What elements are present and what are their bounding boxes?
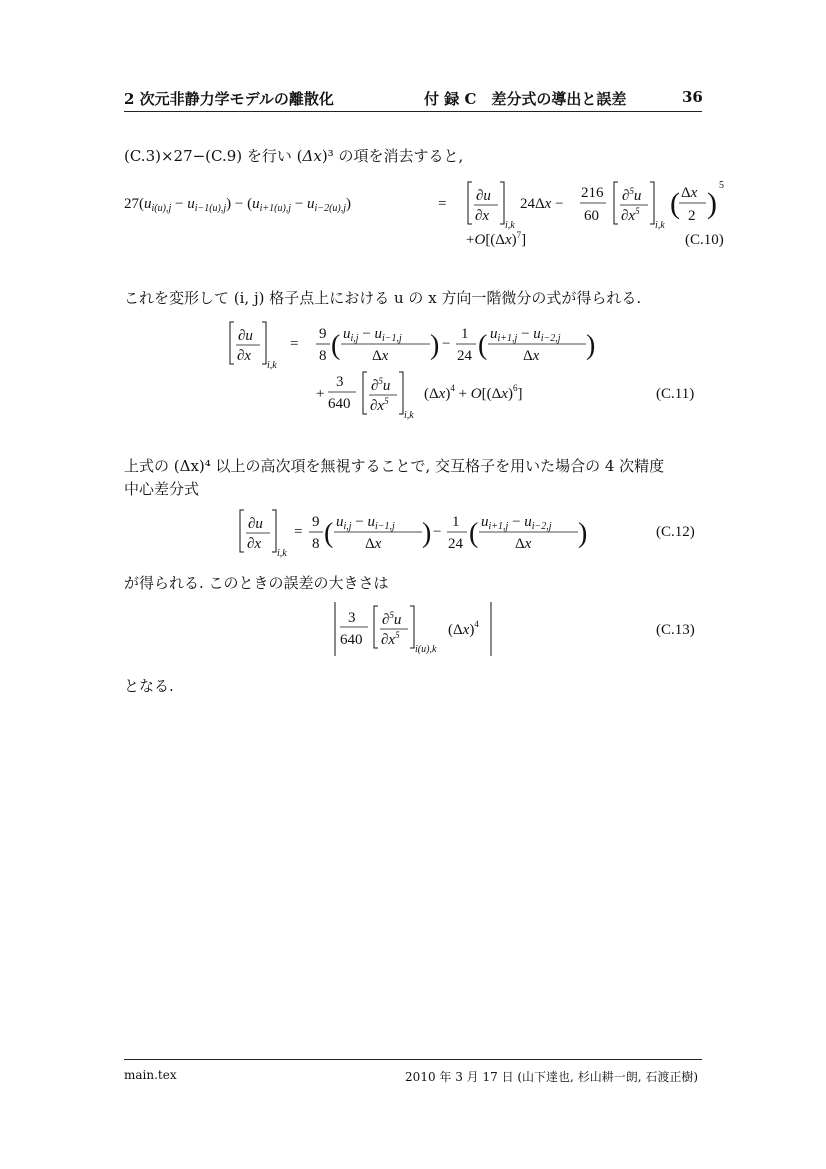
svg-text:Δx: Δx <box>365 536 382 552</box>
svg-text:−: − <box>442 336 451 352</box>
svg-text:ui,j − ui−1,j: $u_{i,j} - u_{i-1,j}$ <box>343 326 402 344</box>
svg-text:(C.11): (C.11) <box>656 386 695 402</box>
svg-text:i,k: i,k <box>277 548 287 559</box>
svg-text:1: 1 <box>461 326 469 342</box>
svg-text:): ) <box>430 330 440 361</box>
svg-text:8: 8 <box>312 536 320 552</box>
footer-date-authors: 2010 年 3 月 17 日 (山下達也, 杉山耕一朗, 石渡正樹) <box>405 1070 698 1084</box>
svg-text:=: = <box>438 196 447 212</box>
paragraph-conclusion: となる. <box>124 677 174 695</box>
svg-text:i,k: i,k <box>655 220 665 231</box>
running-header-appendix: 付 録 C 差分式の導出と誤差 <box>424 90 627 108</box>
svg-text:(Δx)4: $(\Delta x)^4$ <box>448 619 479 638</box>
svg-text:∂u: ∂u <box>248 516 263 532</box>
svg-text:): ) <box>586 330 596 361</box>
svg-text:5: 5 <box>719 180 724 191</box>
paragraph-derivation: これを変形して (i, j) 格子点上における u の x 方向一階微分の式が得られる. <box>124 289 642 307</box>
svg-text:(C.13): (C.13) <box>656 622 695 638</box>
svg-text:∂x5: $\partial x^5$ <box>370 396 389 414</box>
running-header-section: 2 次元非静力学モデルの離散化 <box>124 90 334 108</box>
paragraph-error-size: が得られる. このときの誤差の大きさは <box>124 574 389 592</box>
svg-text:∂x5: $\partial x^5$ <box>381 630 400 648</box>
header-rule <box>124 111 702 112</box>
svg-text:=: = <box>290 336 299 352</box>
svg-text:(: ( <box>478 330 488 361</box>
svg-text:∂x: ∂x <box>247 536 262 552</box>
footer-filename: main.tex <box>124 1068 177 1082</box>
svg-text:3: 3 <box>348 610 356 626</box>
svg-text:27(ui(u),j − ui−1(u),j) − (ui+: $27(u_{i(u),j} - u_{i-1(u),j}) - (u_{i+1(u),j} - u_{i-2(u),j})$ <box>124 196 352 214</box>
page-number: 36 <box>682 88 703 106</box>
svg-text:8: 8 <box>319 348 327 364</box>
equation-c10 <box>118 172 738 260</box>
svg-text:∂x5: $\partial x^5$ <box>621 206 640 224</box>
svg-text:Δx: Δx <box>681 185 698 201</box>
paragraph-intro: (C.3)×27−(C.9) を行い (Δx)³ の項を消去すると, <box>124 147 464 165</box>
svg-text:2: 2 <box>688 208 696 224</box>
svg-text:∂5u: ∂$^5$u <box>371 376 391 394</box>
svg-text:640: 640 <box>340 632 363 648</box>
svg-text:): ) <box>422 518 432 549</box>
svg-text:ui,j − ui−1,j: $u_{i,j} - u_{i-1,j}$ <box>336 514 395 532</box>
svg-text:24: 24 <box>457 348 472 364</box>
svg-text:∂x: ∂x <box>475 208 490 224</box>
svg-text:3: 3 <box>336 374 344 390</box>
equation-c11 <box>220 318 710 428</box>
svg-text:ui+1,j − ui−2,j: $u_{i+1,j} - u_{i-2,j}$ <box>481 514 552 532</box>
svg-text:−: − <box>433 524 442 540</box>
paragraph-higher-order-cont: 中心差分式 <box>124 480 200 498</box>
svg-text:Δx: Δx <box>515 536 532 552</box>
svg-text:9: 9 <box>319 326 327 342</box>
svg-text:+O[(Δx)7]: $+O[(\Delta x)^7]$ <box>466 230 527 248</box>
equation-c13 <box>330 600 710 660</box>
svg-text:∂5u: ∂$^5$u <box>622 186 642 204</box>
svg-text:24: 24 <box>448 536 463 552</box>
footer-rule <box>124 1059 702 1060</box>
svg-text:ui+1,j − ui−2,j: $u_{i+1,j} - u_{i-2,j}$ <box>490 326 561 344</box>
svg-text:Δx: Δx <box>523 348 540 364</box>
svg-text:(: ( <box>324 518 334 549</box>
svg-text:+: + <box>316 386 325 402</box>
svg-text:(: ( <box>469 518 479 549</box>
svg-text:i,k: i,k <box>505 220 515 231</box>
svg-text:24Δx −: 24Δx − <box>520 196 564 212</box>
svg-text:i,k: i,k <box>267 360 277 371</box>
svg-text:∂x: ∂x <box>237 348 252 364</box>
svg-text:(Δx)4 + O[(Δx)6]: $(\Delta x)^4 + O[(\Delta x)^6]$ <box>424 383 523 402</box>
equation-c12 <box>230 506 710 562</box>
svg-text:∂u: ∂u <box>238 328 253 344</box>
svg-text:): ) <box>578 518 588 549</box>
svg-text:∂5u: ∂$^5$u <box>382 610 402 628</box>
svg-text:∂u: ∂u <box>476 188 491 204</box>
svg-text:(C.12): (C.12) <box>656 524 695 540</box>
svg-text:): ) <box>707 187 717 220</box>
svg-text:(: ( <box>670 187 680 220</box>
svg-text:640: 640 <box>328 396 351 412</box>
svg-text:216: 216 <box>581 185 604 201</box>
svg-text:1: 1 <box>452 514 460 530</box>
svg-text:60: 60 <box>584 208 599 224</box>
svg-text:Δx: Δx <box>372 348 389 364</box>
svg-text:9: 9 <box>312 514 320 530</box>
paragraph-higher-order: 上式の (Δx)⁴ 以上の高次項を無視することで, 交互格子を用いた場合の 4 次精度 <box>124 457 665 475</box>
svg-text:(C.10): (C.10) <box>685 232 724 248</box>
svg-text:=: = <box>294 524 303 540</box>
svg-text:(: ( <box>331 330 341 361</box>
svg-text:i,k: i,k <box>404 410 414 421</box>
svg-text:i(u),k: i(u),k <box>415 644 437 655</box>
